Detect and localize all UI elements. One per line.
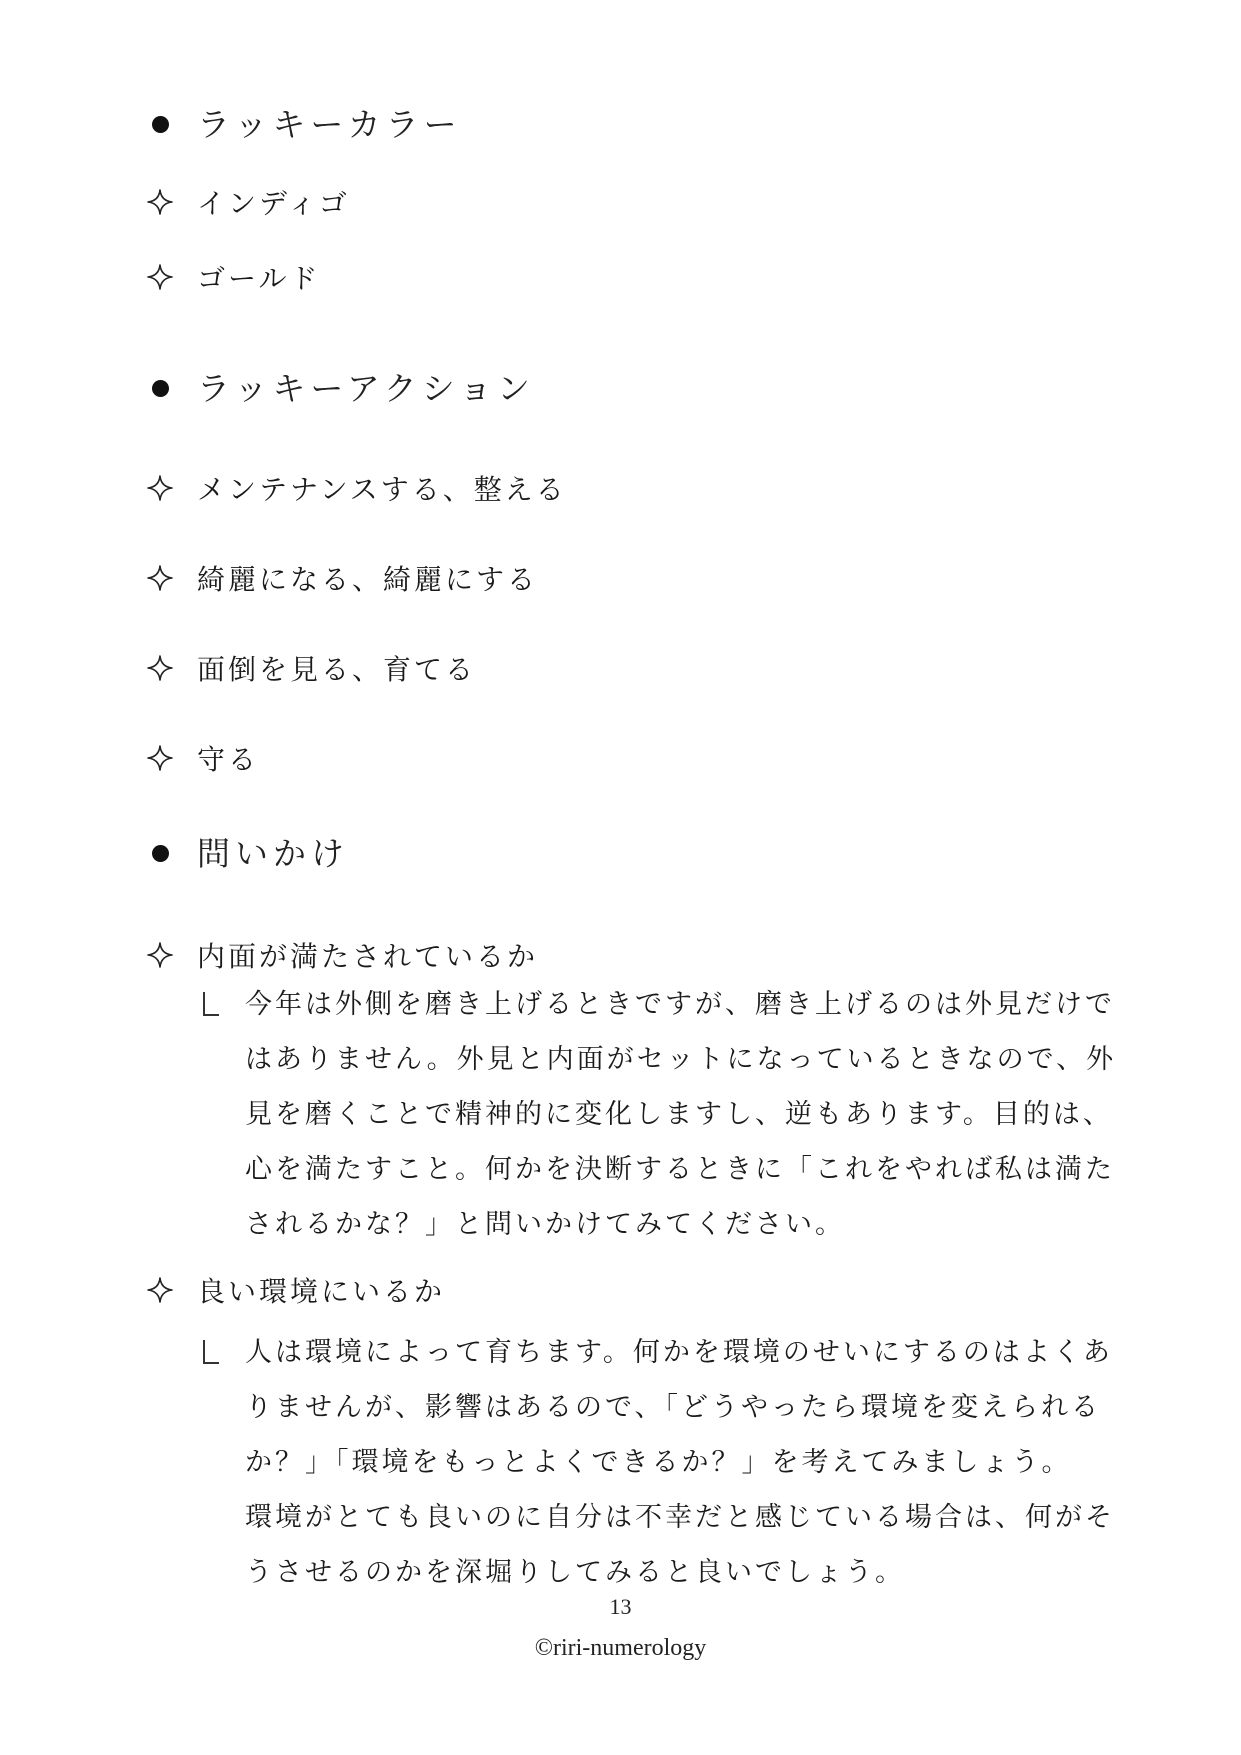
paragraph-line: 見を磨くことで精神的に変化しますし、逆もあります。目的は、 [245,1099,1113,1130]
copyright-text: ©riri-numerology [534,1635,707,1661]
paragraph-line: 心を満たすこと。何かを決断するときに「これをやれば私は満た [245,1154,1115,1185]
list-item: 綺麗になる、綺麗にする [197,563,539,596]
question-label: 内面が満たされているか [197,940,539,973]
section-bullet-icon [152,845,169,862]
sparkle-icon [147,942,173,968]
question-label: 良い環境にいるか [197,1275,446,1308]
paragraph-line: うさせるのかを深堀りしてみると良いでしょう。 [245,1557,905,1588]
question-explanation [245,1325,1115,1600]
list-item: ゴールド [197,262,321,295]
paragraph-line: 人は環境によって育ちます。何かを環境のせいにするのはよくあ [245,1337,1113,1368]
sparkle-icon [147,565,173,591]
list-item: 面倒を見る、育てる [197,653,477,686]
section-bullet-icon [152,116,169,133]
section-title-lucky-action: ラッキーアクション [197,369,536,408]
sparkle-icon [147,264,173,290]
list-item: メンテナンスする、整える [197,473,567,506]
page-number: 13 [609,1594,632,1619]
paragraph-line: されるかな？」と問いかけてみてください。 [245,1209,845,1240]
paragraph-line: 環境がとても良いのに自分は不幸だと感じている場合は、何がそ [245,1502,1115,1533]
section-title-questions: 問いかけ [197,834,349,873]
paragraph-line: はありません。外見と内面がセットになっているときなので、外 [245,1044,1117,1075]
section-title-lucky-color: ラッキーカラー [197,105,462,144]
l-corner-icon [203,1340,219,1364]
list-item: インディゴ [197,187,350,220]
sparkle-icon [147,189,173,215]
list-item: 守る [197,743,260,776]
paragraph-line: りませんが、影響はあるので、「どうやったら環境を変えられる [245,1392,1101,1423]
section-bullet-icon [152,380,169,397]
sparkle-icon [147,1277,173,1303]
paragraph-line: か？」「環境をもっとよくできるか？」を考えてみましょう。 [245,1447,1072,1478]
paragraph-line: 今年は外側を磨き上げるときですが、磨き上げるのは外見だけで [245,989,1115,1020]
sparkle-icon [147,745,173,771]
sparkle-icon [147,475,173,501]
l-corner-icon [203,992,219,1016]
question-explanation [245,977,1117,1252]
sparkle-icon [147,655,173,681]
